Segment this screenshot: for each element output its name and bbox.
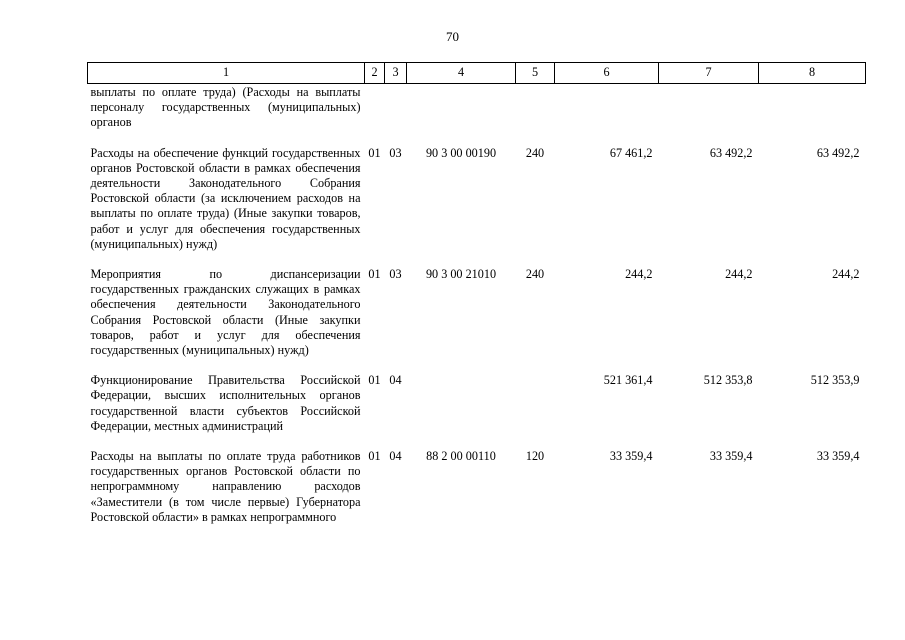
amount-col-8: 512 353,9	[810, 373, 860, 388]
amount-col-6: 521 361,4	[603, 373, 653, 388]
header-cell: 3	[385, 63, 407, 84]
expense-type-code: 120	[525, 449, 545, 464]
subsection-code: 04	[389, 449, 402, 464]
table-row	[88, 146, 866, 267]
row-description: Расходы на обеспечение функций государственных органов Ростовской области в рамках обеспечения деятельности Законодательного Собрания Ростовской области (за исключением расходов на выплаты по оплате труда) (Иные закупки товаров, работ и услуг для обеспечения государственных (муниципальных) нужд)	[90, 145, 361, 251]
amount-col-8	[759, 84, 866, 146]
expense-type-code: 240	[525, 145, 545, 160]
subsection-code: 03	[389, 145, 402, 160]
expense-type-code	[516, 84, 555, 146]
amount-col-6: 33 359,4	[609, 449, 653, 464]
row-description: Мероприятия по диспансеризации государственных гражданских служащих в рамках обеспечения деятельности Законодательного Собрания Ростовской области (Иные закупки товаров, работ и услуг для обеспечения государственных (муниципальных) нужд)	[90, 267, 361, 358]
header-cell: 5	[516, 63, 555, 84]
header-cell: 7	[659, 63, 759, 84]
subsection-code: 03	[389, 267, 402, 282]
amount-col-7: 512 353,8	[703, 373, 753, 388]
amount-col-7: 244,2	[725, 267, 753, 282]
subsection-code: 04	[389, 373, 402, 388]
header-cell: 1	[88, 63, 365, 84]
row-description: Расходы на выплаты по оплате труда работников государственных органов Ростовской области по непрограммному направлению расходов «Заместители (в том числе первые) Губернатора Ростовской области» в рамках непрограммного	[90, 449, 361, 524]
amount-col-6: 67 461,2	[609, 145, 653, 160]
table-row	[88, 84, 866, 146]
amount-col-6	[555, 84, 659, 146]
row-description: Функционирование Правительства Российской Федерации, высших исполнительных органов государственной власти субъектов Российской Федерации, местных администраций	[90, 373, 361, 433]
subsection-code	[385, 84, 407, 146]
budget-table	[87, 62, 866, 525]
header-cell: 8	[759, 63, 866, 84]
header-cell: 6	[555, 63, 659, 84]
amount-col-7	[659, 84, 759, 146]
amount-col-7: 63 492,2	[709, 145, 753, 160]
amount-col-8: 63 492,2	[816, 145, 860, 160]
expense-type-code	[516, 373, 555, 449]
header-cell: 4	[407, 63, 516, 84]
target-article-code	[407, 84, 516, 146]
header-row	[88, 63, 866, 84]
target-article-code	[407, 373, 516, 449]
header-cell: 2	[365, 63, 385, 84]
section-code: 01	[368, 449, 381, 464]
table-row	[88, 373, 866, 449]
row-description: выплаты по оплате труда) (Расходы на выплаты персоналу государственных (муниципальных) органов	[90, 85, 361, 130]
section-code	[365, 84, 385, 146]
amount-col-7: 33 359,4	[709, 449, 753, 464]
amount-col-8: 33 359,4	[816, 449, 860, 464]
table-row	[88, 267, 866, 373]
table-row	[88, 449, 866, 525]
target-article-code: 90 3 00 21010	[425, 267, 497, 282]
section-code: 01	[368, 267, 381, 282]
target-article-code: 88 2 00 00110	[426, 449, 496, 464]
section-code: 01	[368, 373, 381, 388]
amount-col-6: 244,2	[625, 267, 653, 282]
amount-col-8: 244,2	[832, 267, 860, 282]
expense-type-code: 240	[525, 267, 545, 282]
target-article-code: 90 3 00 00190	[425, 145, 497, 160]
section-code: 01	[368, 145, 381, 160]
page-number: 70	[446, 29, 459, 44]
